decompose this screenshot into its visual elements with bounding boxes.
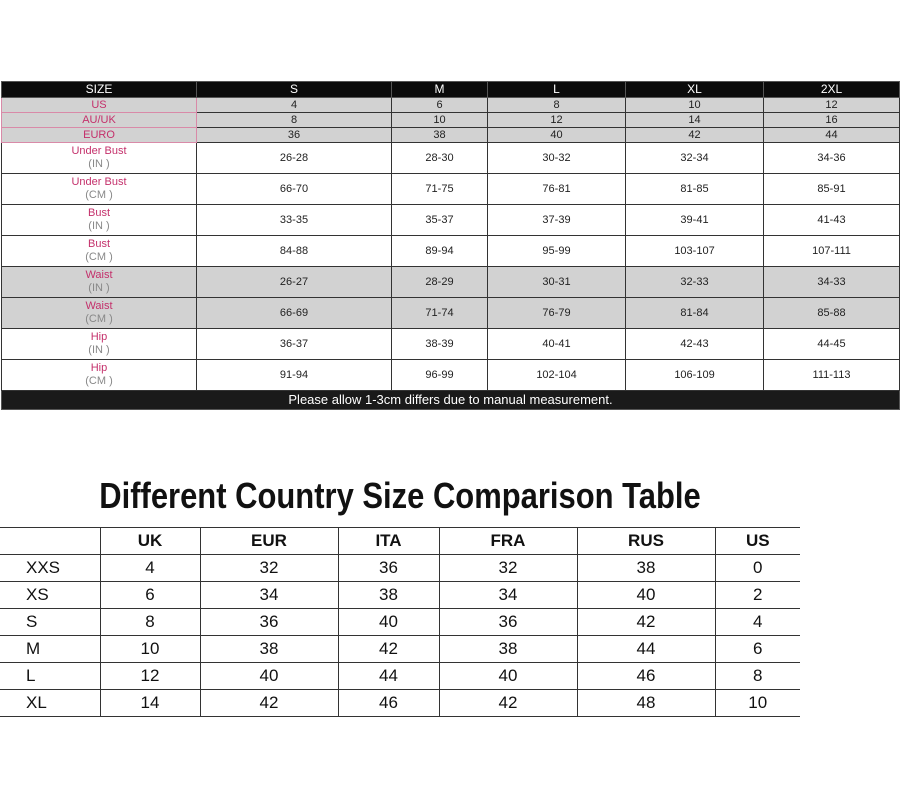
- table-cell: 36: [197, 128, 392, 143]
- table-cell: 96-99: [392, 360, 488, 391]
- comparison-header-row: [0, 528, 800, 555]
- footer-row: [2, 391, 900, 410]
- header-cell: M: [392, 82, 488, 98]
- table-cell: 48: [577, 690, 715, 717]
- table-cell: 40: [200, 663, 338, 690]
- table-cell: 76-81: [488, 174, 626, 205]
- table-cell: 66-70: [197, 174, 392, 205]
- table-cell: 38: [439, 636, 577, 663]
- measurement-unit: (CM ): [85, 251, 113, 263]
- row-label: [2, 267, 197, 298]
- table-cell: 36: [200, 609, 338, 636]
- table-cell: 40: [488, 128, 626, 143]
- table-row: [0, 690, 800, 717]
- table-cell: 16: [764, 113, 900, 128]
- table-cell: 12: [100, 663, 200, 690]
- table-cell: 102-104: [488, 360, 626, 391]
- measurement-name: Bust: [87, 238, 110, 250]
- table-cell: 106-109: [626, 360, 764, 391]
- table-cell: 10: [715, 690, 800, 717]
- table-cell: 44: [338, 663, 439, 690]
- table-cell: 42: [626, 128, 764, 143]
- conversion-row: [2, 98, 900, 113]
- table-cell: 95-99: [488, 236, 626, 267]
- comparison-rows: [0, 555, 800, 717]
- table-cell: 38: [392, 128, 488, 143]
- table-cell: 34-33: [764, 267, 900, 298]
- header-cell: L: [488, 82, 626, 98]
- table-cell: 103-107: [626, 236, 764, 267]
- table-cell: 32: [439, 555, 577, 582]
- row-label: US: [2, 98, 197, 113]
- table-cell: 8: [715, 663, 800, 690]
- measurement-row: [2, 236, 900, 267]
- table-cell: 26-28: [197, 143, 392, 174]
- table-cell: 76-79: [488, 298, 626, 329]
- measurement-row: [2, 205, 900, 236]
- measurement-note: Please allow 1-3cm differs due to manual measurement.: [2, 391, 900, 410]
- measurement-unit: (CM ): [85, 189, 113, 201]
- size-chart-header-row: [2, 82, 900, 98]
- table-cell: 42: [338, 636, 439, 663]
- table-cell: 14: [100, 690, 200, 717]
- table-cell: 36: [338, 555, 439, 582]
- page-title: Different Country Size Comparison Table: [99, 475, 701, 516]
- table-cell: 8: [197, 113, 392, 128]
- measurement-name: Hip: [90, 331, 108, 343]
- table-cell: 10: [100, 636, 200, 663]
- row-label: [2, 143, 197, 174]
- header-cell: ITA: [338, 528, 439, 555]
- table-cell: 0: [715, 555, 800, 582]
- table-cell: 111-113: [764, 360, 900, 391]
- table-cell: 44: [764, 128, 900, 143]
- table-cell: 32-34: [626, 143, 764, 174]
- measurement-row: [2, 143, 900, 174]
- table-cell: 36: [439, 609, 577, 636]
- table-cell: 89-94: [392, 236, 488, 267]
- measurement-unit: (IN ): [88, 158, 110, 170]
- table-cell: 39-41: [626, 205, 764, 236]
- table-cell: 37-39: [488, 205, 626, 236]
- header-cell: UK: [100, 528, 200, 555]
- table-cell: 34: [439, 582, 577, 609]
- measurement-name: Under Bust: [71, 176, 127, 188]
- table-cell: 38: [577, 555, 715, 582]
- table-cell: 8: [488, 98, 626, 113]
- table-cell: 4: [715, 609, 800, 636]
- measurement-name: Bust: [87, 207, 110, 219]
- table-cell: 40-41: [488, 329, 626, 360]
- table-cell: 12: [488, 113, 626, 128]
- table-cell: 85-88: [764, 298, 900, 329]
- size-label: XL: [0, 690, 100, 717]
- row-label: [2, 205, 197, 236]
- header-cell: [0, 528, 100, 555]
- measurement-row: [2, 174, 900, 205]
- measurement-unit: (IN ): [88, 282, 110, 294]
- measurement-unit: (IN ): [88, 344, 110, 356]
- conversion-row: [2, 113, 900, 128]
- table-cell: 2: [715, 582, 800, 609]
- table-cell: 40: [439, 663, 577, 690]
- table-cell: 4: [197, 98, 392, 113]
- table-cell: 6: [392, 98, 488, 113]
- measurement-row: [2, 298, 900, 329]
- table-cell: 30-32: [488, 143, 626, 174]
- measurement-row: [2, 267, 900, 298]
- row-label: AU/UK: [2, 113, 197, 128]
- table-cell: 6: [715, 636, 800, 663]
- measurement-unit: (IN ): [88, 220, 110, 232]
- table-cell: 84-88: [197, 236, 392, 267]
- measurement-name: Waist: [85, 269, 113, 281]
- measurement-row: [2, 360, 900, 391]
- table-cell: 71-74: [392, 298, 488, 329]
- measurement-row: [2, 329, 900, 360]
- table-cell: 42-43: [626, 329, 764, 360]
- table-cell: 35-37: [392, 205, 488, 236]
- measurement-unit: (CM ): [85, 313, 113, 325]
- table-cell: 14: [626, 113, 764, 128]
- table-cell: 34-36: [764, 143, 900, 174]
- table-cell: 81-85: [626, 174, 764, 205]
- row-label: EURO: [2, 128, 197, 143]
- measurement-rows: [2, 143, 900, 391]
- header-cell: SIZE: [2, 82, 197, 98]
- table-cell: 12: [764, 98, 900, 113]
- size-chart-table: [1, 81, 900, 410]
- table-cell: 38-39: [392, 329, 488, 360]
- country-comparison-table: [0, 527, 800, 717]
- row-label: [2, 360, 197, 391]
- header-cell: 2XL: [764, 82, 900, 98]
- measurement-name: Hip: [90, 362, 108, 374]
- table-cell: 44-45: [764, 329, 900, 360]
- table-row: [0, 663, 800, 690]
- table-cell: 33-35: [197, 205, 392, 236]
- size-label: M: [0, 636, 100, 663]
- size-label: L: [0, 663, 100, 690]
- table-cell: 38: [338, 582, 439, 609]
- header-cell: S: [197, 82, 392, 98]
- table-row: [0, 609, 800, 636]
- table-cell: 28-29: [392, 267, 488, 298]
- table-cell: 26-27: [197, 267, 392, 298]
- table-cell: 34: [200, 582, 338, 609]
- header-cell: US: [715, 528, 800, 555]
- table-cell: 10: [392, 113, 488, 128]
- measurement-unit: (CM ): [85, 375, 113, 387]
- table-cell: 38: [200, 636, 338, 663]
- header-cell: RUS: [577, 528, 715, 555]
- table-cell: 40: [338, 609, 439, 636]
- table-cell: 40: [577, 582, 715, 609]
- header-cell: XL: [626, 82, 764, 98]
- table-cell: 44: [577, 636, 715, 663]
- conversion-row: [2, 128, 900, 143]
- table-cell: 30-31: [488, 267, 626, 298]
- table-cell: 41-43: [764, 205, 900, 236]
- table-row: [0, 582, 800, 609]
- table-cell: 42: [200, 690, 338, 717]
- table-cell: 42: [577, 609, 715, 636]
- size-label: S: [0, 609, 100, 636]
- size-label: XXS: [0, 555, 100, 582]
- table-cell: 36-37: [197, 329, 392, 360]
- row-label: [2, 236, 197, 267]
- row-label: [2, 298, 197, 329]
- table-cell: 81-84: [626, 298, 764, 329]
- table-cell: 107-111: [764, 236, 900, 267]
- table-cell: 46: [338, 690, 439, 717]
- table-row: [0, 555, 800, 582]
- row-label: [2, 174, 197, 205]
- table-cell: 42: [439, 690, 577, 717]
- table-cell: 4: [100, 555, 200, 582]
- table-cell: 8: [100, 609, 200, 636]
- measurement-name: Under Bust: [71, 145, 127, 157]
- table-cell: 28-30: [392, 143, 488, 174]
- table-cell: 66-69: [197, 298, 392, 329]
- table-cell: 32-33: [626, 267, 764, 298]
- table-cell: 85-91: [764, 174, 900, 205]
- table-cell: 71-75: [392, 174, 488, 205]
- size-label: XS: [0, 582, 100, 609]
- table-row: [0, 636, 800, 663]
- row-label: [2, 329, 197, 360]
- table-cell: 91-94: [197, 360, 392, 391]
- table-cell: 46: [577, 663, 715, 690]
- header-cell: EUR: [200, 528, 338, 555]
- table-cell: 32: [200, 555, 338, 582]
- header-cell: FRA: [439, 528, 577, 555]
- table-cell: 10: [626, 98, 764, 113]
- table-cell: 6: [100, 582, 200, 609]
- measurement-name: Waist: [85, 300, 113, 312]
